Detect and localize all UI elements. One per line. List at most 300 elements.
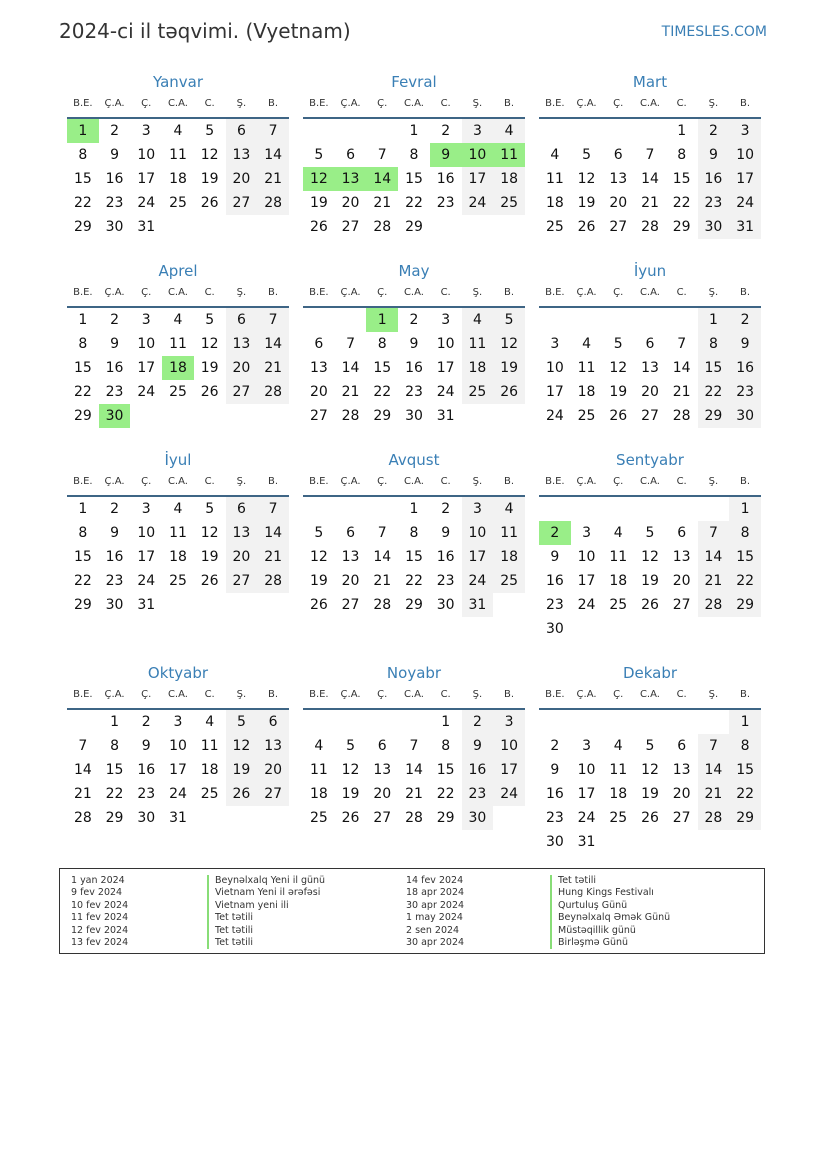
legend-date: 2 sen 2024 [406,924,460,936]
weekday-label: C.A. [403,689,424,700]
day-cell: 23 [105,384,124,400]
weekday-label: Ç.A. [340,287,361,298]
day-cell: 25 [462,380,494,404]
weekday-label: C.A. [639,287,660,298]
weekday-header [539,476,761,497]
day-cell: 20 [226,167,258,191]
day-cell: 15 [405,171,423,187]
day-cell: 3 [141,123,151,139]
month-10 [67,663,289,854]
month-name: Yanvar [152,73,204,91]
legend-row [60,937,760,949]
day-cell: 19 [200,549,219,565]
day-cell: 24 [137,573,156,589]
day-cell: 5 [205,123,215,139]
day-cell: 20 [226,545,258,569]
month-12 [539,663,761,854]
day-cell: 19 [226,758,258,782]
day-cell: 23 [105,573,124,589]
day-cell: 25 [609,810,628,826]
weekday-label: B.E. [545,98,565,109]
weekday-label: B. [268,689,279,700]
day-cell: 9 [550,549,560,565]
day-cell: 9 [110,336,120,352]
day-cell: 15 [73,171,92,187]
day-cell: 23 [436,195,455,211]
day-cell: 7 [257,308,289,332]
day-cell: 22 [73,573,92,589]
day-cell: 27 [226,569,258,593]
month-days [303,710,525,854]
day-cell: 15 [729,758,761,782]
weekday-label: Ç.A. [576,476,597,487]
day-cell: 21 [698,782,730,806]
legend-date: 9 fev 2024 [71,887,123,899]
day-cell: 21 [257,167,289,191]
legend-holiday-name: Beynəlxalq Yeni il günü [207,875,325,887]
day-cell: 12 [309,549,328,565]
day-cell: 24 [577,597,596,613]
day-cell: 11 [169,336,187,352]
day-cell: 22 [672,195,691,211]
day-cell: 17 [493,758,525,782]
weekday-label: Ç. [377,689,388,700]
day-cell: 25 [493,191,525,215]
weekday-header [67,689,289,710]
day-cell: 7 [257,497,289,521]
day-cell: 1 [78,501,88,517]
month-days [539,119,761,263]
day-cell: 22 [405,573,423,589]
weekday-label: Ç.A. [576,98,597,109]
day-cell: 1 [409,123,419,139]
day-cell: 17 [137,549,156,565]
day-cell: 18 [545,195,564,211]
legend-date: 30 apr 2024 [406,899,465,911]
day-cell: 4 [613,525,623,541]
day-cell: 16 [436,171,455,187]
day-cell: 7 [257,119,289,143]
day-cell: 1 [677,123,687,139]
day-cell: 24 [436,384,455,400]
day-cell: 7 [698,521,730,545]
day-cell: 21 [373,573,392,589]
day-cell: 11 [609,762,628,778]
day-cell: 3 [173,714,183,730]
day-cell: 20 [341,573,360,589]
day-cell: 29 [436,810,455,826]
day-cell: 30 [729,404,761,428]
day-cell: 13 [226,332,258,356]
weekday-label: Ç. [141,689,152,700]
day-cell: 10 [577,549,596,565]
weekday-label: Ç. [613,689,624,700]
day-cell: 8 [729,521,761,545]
day-cell: 24 [462,569,494,593]
day-cell: 4 [582,336,592,352]
day-cell: 18 [169,549,187,565]
day-cell: 21 [73,786,92,802]
day-cell: 8 [110,738,120,754]
month-name: Mart [632,73,668,91]
weekday-label: Ç.A. [340,98,361,109]
day-cell: 11 [493,521,525,545]
weekday-label: Ç. [141,476,152,487]
day-cell: 27 [341,219,360,235]
day-cell: 29 [405,597,423,613]
day-cell: 3 [550,336,560,352]
day-cell: 16 [729,356,761,380]
weekday-label: B. [268,98,279,109]
day-cell: 7 [346,336,356,352]
day-cell: 21 [341,384,360,400]
day-cell: 12 [200,147,219,163]
day-cell: 7 [78,738,88,754]
weekday-label: C.A. [639,689,660,700]
day-cell: 5 [582,147,592,163]
day-cell: 28 [257,191,289,215]
day-cell: 22 [436,786,455,802]
weekday-label: B. [504,287,515,298]
month-days [539,710,761,854]
day-cell: 16 [462,758,494,782]
day-cell: 4 [493,497,525,521]
day-cell: 16 [137,762,156,778]
day-cell: 11 [169,525,187,541]
day-cell: 15 [729,545,761,569]
day-cell: 2 [110,501,120,517]
day-cell: 29 [405,219,423,235]
day-cell: 20 [257,758,289,782]
day-cell: 31 [729,215,761,239]
day-cell: 8 [78,336,88,352]
day-cell: 15 [405,549,423,565]
day-cell: 31 [436,408,455,424]
day-cell: 21 [672,384,691,400]
day-cell: 8 [409,525,419,541]
weekday-label: B. [504,689,515,700]
day-cell: 8 [677,147,687,163]
weekday-label: B.E. [309,689,329,700]
weekday-label: Ş. [708,287,719,298]
day-cell: 26 [493,380,525,404]
day-cell: 9 [110,525,120,541]
day-cell: 12 [641,762,659,778]
month-name: İyul [164,451,192,469]
weekday-label: C. [204,476,215,487]
day-cell: 19 [200,171,219,187]
legend-holiday-name: Tet tətili [550,875,596,887]
weekday-label: C. [676,287,687,298]
weekday-label: Ş. [708,98,719,109]
day-cell: 14 [672,360,691,376]
weekday-header [539,689,761,710]
day-cell: 20 [373,786,392,802]
holiday-day-cell: 12 [303,167,335,191]
day-cell: 15 [105,762,124,778]
day-cell: 2 [110,312,120,328]
day-cell: 29 [373,408,392,424]
day-cell: 5 [205,312,215,328]
day-cell: 8 [698,332,730,356]
weekday-label: Ç.A. [104,287,125,298]
month-1 [67,72,289,263]
day-cell: 14 [341,360,360,376]
day-cell: 8 [409,147,419,163]
weekday-label: C.A. [403,98,424,109]
weekday-label: Ç.A. [104,689,125,700]
legend-holiday-name: Tet tətili [207,925,253,937]
day-cell: 26 [341,810,360,826]
day-cell: 10 [137,147,156,163]
day-cell: 12 [200,336,219,352]
day-cell: 30 [462,806,494,830]
day-cell: 18 [577,384,596,400]
day-cell: 31 [137,219,156,235]
day-cell: 8 [441,738,451,754]
day-cell: 26 [609,408,628,424]
day-cell: 18 [609,786,628,802]
weekday-header [539,98,761,119]
weekday-label: Ç. [377,98,388,109]
holiday-day-cell: 9 [430,143,462,167]
day-cell: 25 [169,573,187,589]
day-cell: 16 [436,549,455,565]
day-cell: 29 [729,593,761,617]
day-cell: 7 [377,147,387,163]
day-cell: 20 [641,384,659,400]
weekday-label: Ş. [708,476,719,487]
day-cell: 14 [73,762,92,778]
weekday-label: Ç.A. [576,287,597,298]
day-cell: 24 [169,786,187,802]
weekday-label: C. [440,476,451,487]
month-4 [67,261,289,452]
legend-date: 12 fev 2024 [71,924,129,936]
day-cell: 6 [677,525,687,541]
day-cell: 14 [698,758,730,782]
day-cell: 26 [200,195,219,211]
day-cell: 11 [169,147,187,163]
day-cell: 16 [698,167,730,191]
day-cell: 19 [200,360,219,376]
day-cell: 29 [729,806,761,830]
day-cell: 29 [73,597,92,613]
day-cell: 27 [226,191,258,215]
day-cell: 27 [309,408,328,424]
day-cell: 13 [641,360,659,376]
legend-row [60,900,760,912]
day-cell: 12 [493,332,525,356]
month-11 [303,663,525,854]
day-cell: 16 [545,573,564,589]
month-days [303,119,525,263]
weekday-label: Ç. [613,476,624,487]
day-cell: 24 [545,408,564,424]
day-cell: 19 [641,573,659,589]
day-cell: 31 [137,597,156,613]
month-6 [539,261,761,452]
day-cell: 28 [257,380,289,404]
weekday-label: B.E. [73,98,93,109]
legend-holiday-name: Beynəlxalq Əmək Günü [550,912,670,924]
weekday-label: Ç. [613,98,624,109]
day-cell: 10 [169,738,187,754]
day-cell: 29 [73,408,92,424]
month-days [303,308,525,452]
day-cell: 26 [577,219,596,235]
day-cell: 31 [577,834,596,850]
day-cell: 6 [314,336,324,352]
day-cell: 5 [226,710,258,734]
day-cell: 23 [405,384,423,400]
legend-holiday-name: Müstəqillik günü [550,925,636,937]
day-cell: 15 [73,549,92,565]
weekday-label: C. [440,98,451,109]
day-cell: 13 [341,549,360,565]
day-cell: 8 [78,147,88,163]
weekday-label: C. [440,689,451,700]
day-cell: 14 [698,545,730,569]
holiday-day-cell: 1 [366,308,398,332]
day-cell: 20 [226,356,258,380]
day-cell: 2 [110,123,120,139]
month-5 [303,261,525,452]
weekday-label: Ş. [472,287,483,298]
day-cell: 4 [173,501,183,517]
holiday-day-cell: 13 [335,167,367,191]
day-cell: 23 [545,810,564,826]
weekday-label: Ç. [141,98,152,109]
day-cell: 31 [462,593,494,617]
weekday-label: Ç.A. [104,476,125,487]
month-days [67,710,289,854]
month-name: Aprel [158,262,198,280]
day-cell: 2 [409,312,419,328]
day-cell: 9 [441,525,451,541]
day-cell: 12 [609,360,628,376]
brand-link[interactable]: TIMESLES.COM [661,24,767,40]
day-cell: 5 [346,738,356,754]
weekday-label: Ş. [472,98,483,109]
day-cell: 6 [226,497,258,521]
day-cell: 9 [409,336,419,352]
day-cell: 4 [314,738,324,754]
day-cell: 5 [314,525,324,541]
holiday-day-cell: 18 [162,356,194,380]
day-cell: 15 [73,360,92,376]
month-days [539,308,761,452]
day-cell: 11 [200,738,219,754]
day-cell: 4 [205,714,215,730]
weekday-label: Ş. [236,689,247,700]
day-cell: 23 [105,195,124,211]
day-cell: 10 [137,525,156,541]
day-cell: 26 [309,597,328,613]
legend-date: 1 may 2024 [406,912,463,924]
day-cell: 18 [200,762,219,778]
day-cell: 22 [729,782,761,806]
weekday-header [303,287,525,308]
day-cell: 4 [173,123,183,139]
day-cell: 4 [550,147,560,163]
weekday-label: B.E. [309,98,329,109]
day-cell: 18 [169,171,187,187]
day-cell: 6 [645,336,655,352]
day-cell: 10 [436,336,455,352]
day-cell: 30 [698,215,730,239]
day-cell: 23 [729,380,761,404]
day-cell: 18 [493,167,525,191]
weekday-label: Ş. [708,689,719,700]
day-cell: 19 [577,195,596,211]
day-cell: 29 [672,219,691,235]
day-cell: 25 [577,408,596,424]
day-cell: 21 [373,195,392,211]
day-cell: 1 [729,710,761,734]
day-cell: 28 [698,593,730,617]
day-cell: 3 [141,312,151,328]
day-cell: 18 [309,786,328,802]
day-cell: 27 [641,408,659,424]
weekday-label: Ş. [236,287,247,298]
weekday-label: B.E. [73,689,93,700]
weekday-header [67,287,289,308]
day-cell: 27 [341,597,360,613]
weekday-label: C. [440,287,451,298]
holiday-day-cell: 1 [67,119,99,143]
weekday-header [303,476,525,497]
day-cell: 11 [577,360,596,376]
day-cell: 3 [141,501,151,517]
weekday-label: C.A. [403,476,424,487]
day-cell: 6 [613,147,623,163]
day-cell: 24 [729,191,761,215]
day-cell: 26 [200,384,219,400]
day-cell: 1 [698,308,730,332]
month-days [303,497,525,641]
weekday-label: C.A. [403,287,424,298]
day-cell: 24 [137,195,156,211]
day-cell: 21 [698,569,730,593]
day-cell: 2 [550,738,560,754]
weekday-label: B.E. [545,476,565,487]
weekday-label: Ç. [377,476,388,487]
weekday-label: C.A. [167,287,188,298]
weekday-label: Ç.A. [340,689,361,700]
day-cell: 19 [309,573,328,589]
weekday-label: Ç.A. [576,689,597,700]
weekday-label: Ç. [377,287,388,298]
day-cell: 22 [729,569,761,593]
legend-row [60,925,760,937]
day-cell: 30 [137,810,156,826]
day-cell: 9 [729,332,761,356]
legend-row [60,887,760,899]
day-cell: 16 [545,786,564,802]
weekday-label: Ş. [236,476,247,487]
day-cell: 26 [641,597,659,613]
day-cell: 3 [582,525,592,541]
day-cell: 13 [257,734,289,758]
day-cell: 18 [609,573,628,589]
day-cell: 7 [677,336,687,352]
day-cell: 9 [462,734,494,758]
day-cell: 20 [341,195,360,211]
weekday-label: B.E. [545,689,565,700]
day-cell: 10 [493,734,525,758]
day-cell: 5 [493,308,525,332]
